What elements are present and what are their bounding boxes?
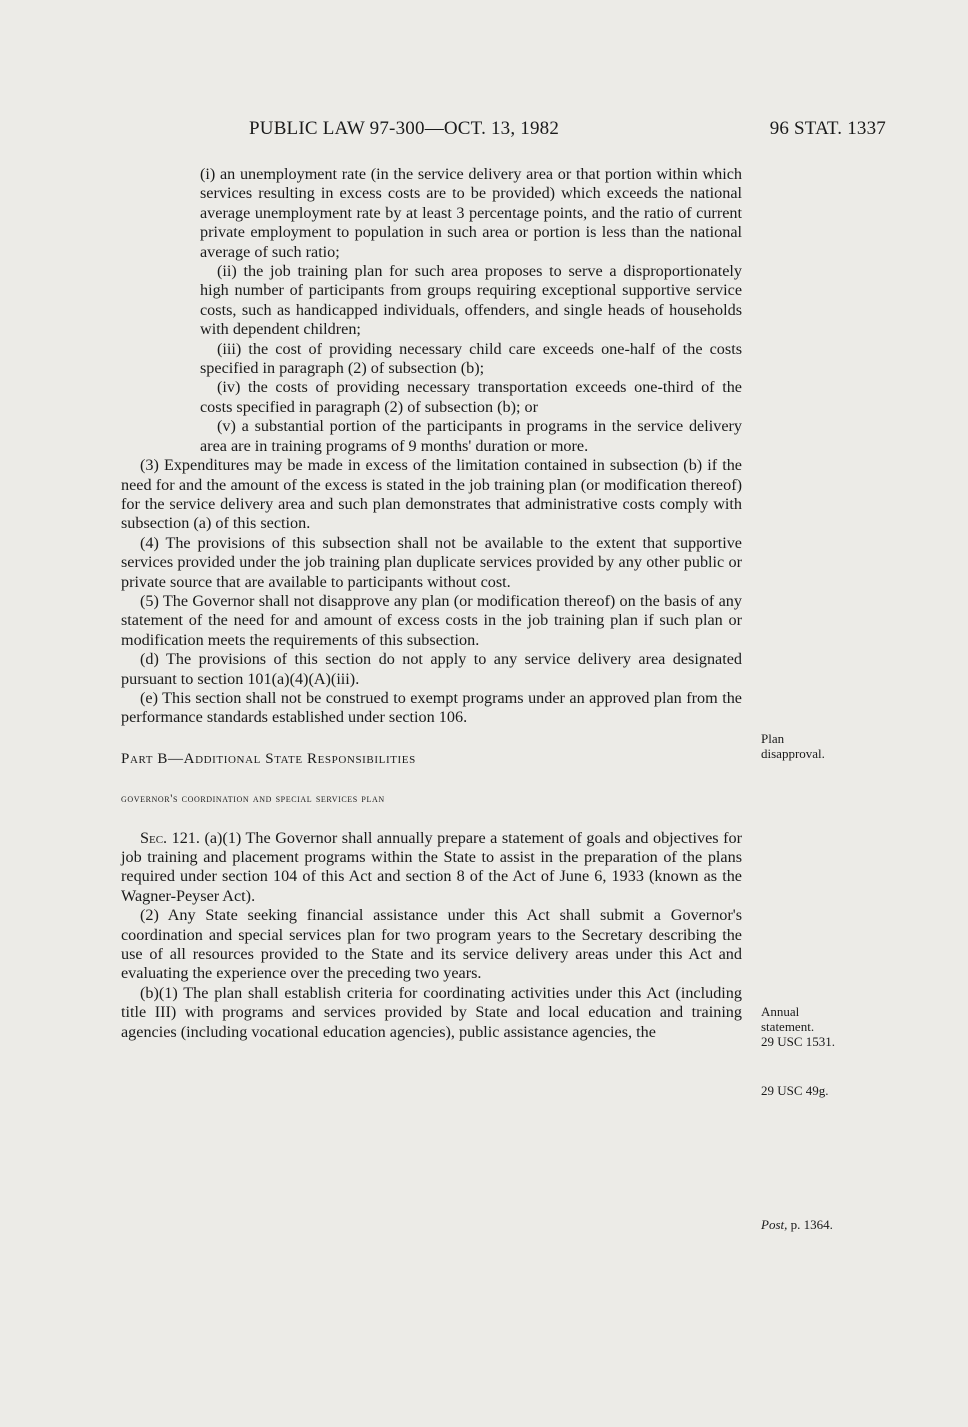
margin-note-post-page: p. 1364. [787,1217,833,1232]
section-heading: governor's coordination and special services plan [121,791,385,806]
margin-note-line: statement. [761,1019,815,1034]
part-heading: Part B—Additional State Responsibilities [121,750,416,767]
body-text [121,165,742,1042]
clause-ii: (ii) the job training plan for such area proposes to serve a disproportionately high number of participants from groups requiring exceptional supportive service costs, such as handicapped individuals, offenders, and single heads of households with dependent children; [200,262,742,339]
margin-note-line: Plan [761,731,785,746]
subsection-e: (e) This section shall not be construed to exempt programs under an approved plan from the performance standards established under section 106. [121,688,742,727]
running-header-title: PUBLIC LAW 97-300—OCT. 13, 1982 [249,118,560,139]
margin-note-29usc49g: 29 USC 49g. [761,1083,829,1098]
subsection-d: (d) The provisions of this section do not apply to any service delivery area designated pursuant to section 101(a)(4)(A)(iii). [121,650,742,688]
section-121-a2: (2) Any State seeking financial assistance under this Act shall submit a Governor's coordination and special services plan for two program years to the Secretary describing the use of all resources provided to the State and its service delivery areas under this Act and evaluating the experience over the preceding two years. [121,906,742,983]
clause-i: (i) an unemployment rate (in the service delivery area or that portion within which services resulting in excess costs are to be provided) which exceeds the national average unemployment rate by at least 3 percentage points, and the ratio of current private employment to population in such area or portion is less than the national average of such ratio; [200,165,742,261]
paragraph-3: (3) Expenditures may be made in excess of the limitation contained in subsection (b) if the need for and the amount of the excess is stated in the job training plan (or modification thereof) for the service delivery area and such plan demonstrates that administrative costs comply with subsection (a) of this section. [121,456,742,533]
clause-v: (v) a substantial portion of the participants in programs in the service delivery area are in training programs of 9 months' duration or more. [200,417,742,455]
running-header-page: 96 STAT. 1337 [769,118,886,139]
section-label: Sec. 121. [140,828,200,847]
margin-note-annual-statement [761,1004,871,1049]
paragraph-5: (5) The Governor shall not disapprove any plan (or modification thereof) on the basis of any statement of the need for and amount of excess costs in the job training plan if such plan or modification meets the requirements of this subsection. [121,591,742,649]
margin-note-line: disapproval. [761,746,825,761]
section-121-b1: (b)(1) The plan shall establish criteria for coordinating activities under this Act (including title III) with programs and services provided by State and local education and training agencies (including vocational education agencies), public assistance agencies, the [121,983,742,1041]
section-121-a1-text: (a)(1) The Governor shall annually prepare a statement of goals and objectives for job training and placement programs within the State to assist in the preparation of the plans required under section 104 of this Act and section 8 of the Act of June 6, 1933 (known as the Wagner-Peyser Act). [121,828,742,905]
clause-iii: (iii) the cost of providing necessary child care exceeds one-half of the costs specified in paragraph (2) of subsection (b); [200,339,742,378]
margin-note-post [761,1217,871,1232]
margin-note-plan-disapproval [761,731,871,761]
paragraph-4: (4) The provisions of this subsection shall not be available to the extent that supportive services provided under the job training plan duplicate services provided by any other public or private source that are available to participants without cost. [121,533,742,591]
margin-note-post-italic: Post, [761,1217,788,1232]
clause-iv: (iv) the costs of providing necessary transportation exceeds one-third of the costs specified in paragraph (2) of subsection (b); or [200,378,742,416]
section-121-a1 [121,829,742,907]
margin-note-line: Annual [761,1004,800,1019]
margin-note-line: 29 USC 1531. [761,1034,836,1049]
